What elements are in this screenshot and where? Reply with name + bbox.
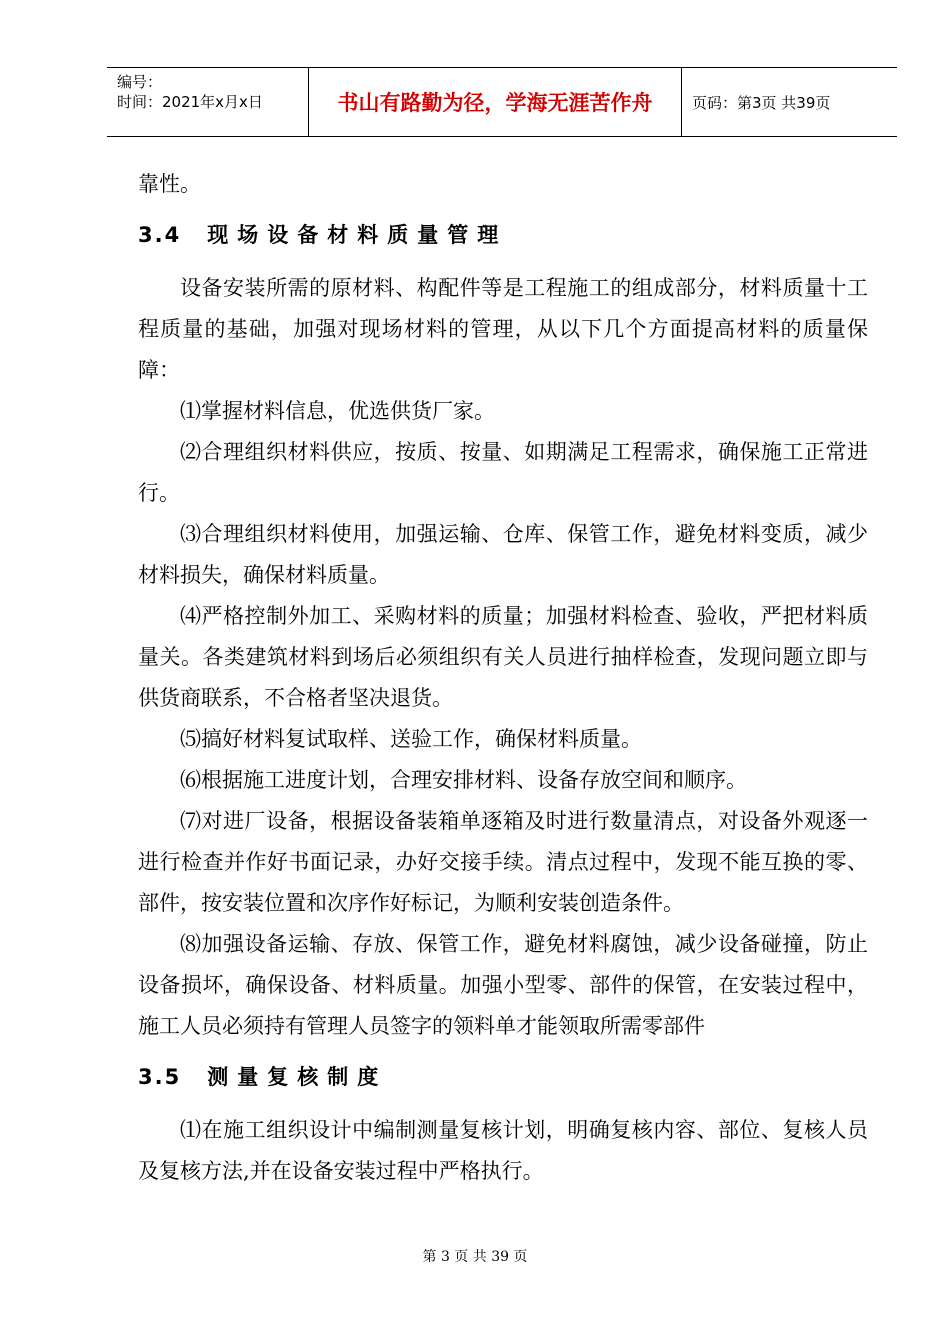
section-heading-3-4 xyxy=(138,215,868,256)
page-footer: 第 3 页 共 39 页 xyxy=(422,1249,528,1265)
list-item: ⑹根据施工进度计划，合理安排材料、设备存放空间和顺序。 xyxy=(180,768,747,792)
continuation-text: 靠性。 xyxy=(138,172,201,196)
header-page-info: 页码：第3页 共39页 xyxy=(692,93,831,112)
list-item: ⑴在施工组织设计中编制测量复核计划，明确复核内容、部位、复核人员及复核方法,并在设备安装过程中严格执行。 xyxy=(138,1118,868,1183)
section-title: 测量复核制度 xyxy=(207,1065,388,1089)
list-item: ⑵合理组织材料供应，按质、按量、如期满足工程需求，确保施工正常进行。 xyxy=(138,440,868,505)
section-number: 3.5 xyxy=(138,1065,182,1089)
list-item: ⑷严格控制外加工、采购材料的质量；加强材料检查、验收，严把材料质量关。各类建筑材料到场后必须组织有关人员进行抽样检查，发现问题立即与供货商联系，不合格者坚决退货。 xyxy=(138,604,868,710)
number-label: 编号： xyxy=(117,73,163,91)
time-label: 时间：2021年x月x日 xyxy=(117,93,263,111)
header-motto: 书山有路勤为径，学海无涯苦作舟 xyxy=(309,68,682,136)
section-title: 现场设备材料质量管理 xyxy=(207,223,508,247)
list-item: ⑻加强设备运输、存放、保管工作，避免材料腐蚀，减少设备碰撞，防止设备损坏，确保设备、材料质量。加强小型零、部件的保管，在安装过程中，施工人员必须持有管理人员签字的领料单才能领取所需零部件 xyxy=(138,932,868,1038)
page-header xyxy=(107,67,897,137)
section-heading-3-5 xyxy=(138,1057,868,1098)
document-body xyxy=(138,164,868,1192)
header-meta xyxy=(107,68,309,136)
list-item: ⑺对进厂设备，根据设备装箱单逐箱及时进行数量清点，对设备外观逐一进行检查并作好书面记录，办好交接手续。清点过程中，发现不能互换的零、部件，按安装位置和次序作好标记，为顺利安装创造条件。 xyxy=(138,809,868,915)
section-number: 3.4 xyxy=(138,223,182,247)
section-intro: 设备安装所需的原材料、构配件等是工程施工的组成部分，材料质量十工程质量的基础，加强对现场材料的管理，从以下几个方面提高材料的质量保障： xyxy=(138,276,868,382)
list-item: ⑴掌握材料信息，优选供货厂家。 xyxy=(180,399,495,423)
list-item: ⑶合理组织材料使用，加强运输、仓库、保管工作，避免材料变质，减少材料损失，确保材料质量。 xyxy=(138,522,868,587)
list-item: ⑸搞好材料复试取样、送验工作，确保材料质量。 xyxy=(180,727,642,751)
